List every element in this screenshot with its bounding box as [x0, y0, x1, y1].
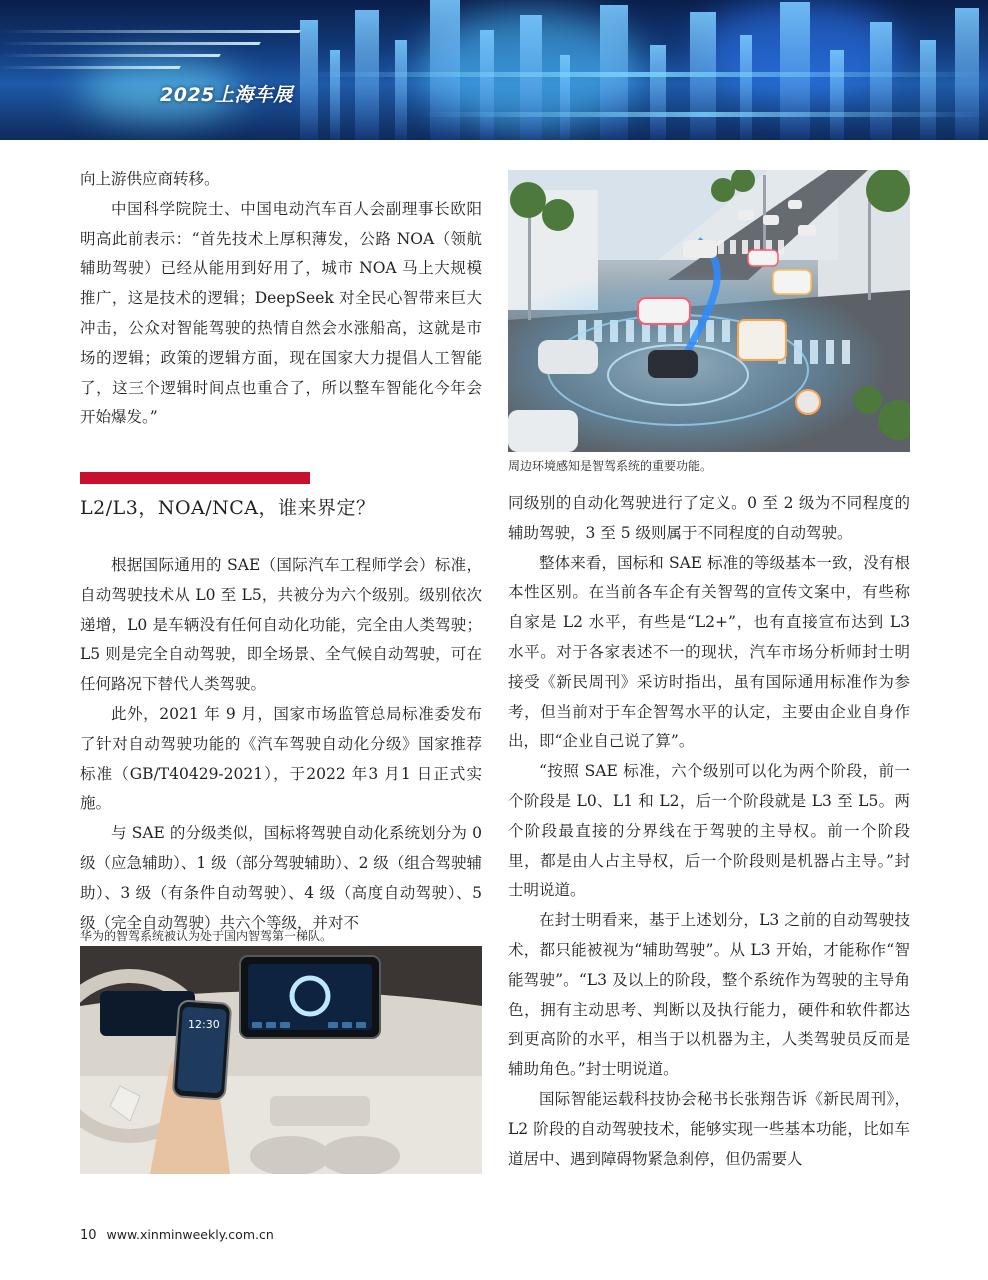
- car-interior-photo: [80, 946, 482, 1174]
- photo-caption: 周边环境感知是智驾系统的重要功能。: [508, 459, 713, 473]
- left-column-mid-text: [80, 551, 482, 938]
- page-number: 10: [80, 1228, 97, 1243]
- paragraph: 在封士明看来，基于上述划分，L3 之前的自动驾驶技术，都只能被视为“辅助驾驶”。从 L3 开始，才能称作“智能驾驶”。“L3 及以上的阶段，整个系统作为驾驶的主导角色，拥有主动思考、判断以及执行能力，硬件和软件都达到更高阶的水平，相当于以机器为主，人类驾驶员反而是辅助角色。”封士明说道。: [508, 911, 910, 1079]
- photo-caption: 华为的智驾系统被认为处于国内智驾第一梯队。: [80, 929, 333, 943]
- intersection-illustration: [508, 170, 910, 452]
- section-heading: L2/L3，NOA/NCA，谁来界定？: [80, 497, 376, 519]
- website-url: www.xinminweekly.com.cn: [106, 1227, 274, 1242]
- car-interior-illustration: [80, 946, 482, 1174]
- paragraph: 根据国际通用的 SAE（国际汽车工程师学会）标准，自动驾驶技术从 L0 至 L5，共被分为六个级别。级别依次递增，L0 是车辆没有任何自动化功能，完全由人类驾驶；L5 则是完全自动驾驶，即全场景、全气候自动驾驶，可在任何路况下替代人类驾驶。: [80, 556, 482, 694]
- header-banner: [0, 0, 988, 140]
- phone-clock: 12:30: [188, 1018, 220, 1031]
- section-red-rule: [80, 472, 310, 484]
- banner-title: 2025上海车展: [160, 84, 293, 106]
- paragraph: 与 SAE 的分级类似，国标将驾驶自动化系统划分为 0 级（应急辅助）、1 级（部分驾驶辅助）、2 级（组合驾驶辅助）、3 级（有条件自动驾驶）、4 级（高度自动驾驶）、5 级（完全自动驾驶）共六个等级，并对不: [80, 824, 482, 932]
- paragraph: 此外，2021 年 9 月，国家市场监管总局标准委发布了针对自动驾驶功能的《汽车驾驶自动化分级》国家推荐标准（GB/T40429-2021），于2022 年3 月1 日正式实施。: [80, 704, 482, 813]
- paragraph: 国际智能运载科技协会秘书长张翔告诉《新民周刊》，L2 阶段的自动驾驶技术，能够实现一些基本功能，比如车道居中、遇到障碍物紧急刹停，但仍需要人: [508, 1089, 910, 1168]
- right-column-text: [508, 489, 910, 1174]
- paragraph: 向上游供应商转移。: [80, 170, 220, 188]
- intersection-sensing-photo: [508, 170, 910, 452]
- left-column-top-text: [80, 165, 482, 433]
- page-footer: [80, 1227, 274, 1243]
- paragraph: 同级别的自动化驾驶进行了定义。0 至 2 级为不同程度的辅助驾驶，3 至 5 级则属于不同程度的自动驾驶。: [508, 494, 910, 542]
- paragraph: 整体来看，国标和 SAE 标准的等级基本一致，没有根本性区别。在当前各车企有关智驾的宣传文案中，有些称自家是 L2 水平，有些是“L2+”，也有直接宣布达到 L3 水平。对于各家表述不一的现状，汽车市场分析师封士明接受《新民周刊》采访时指出，虽有国际通用标准作为参考，但当前对于车企智驾水平的认定，主要由企业自身作出，即“企业自己说了算”。: [508, 553, 910, 751]
- paragraph: “按照 SAE 标准，六个级别可以化为两个阶段，前一个阶段是 L0、L1 和 L2，后一个阶段就是 L3 至 L5。两个阶段最直接的分界线在于驾驶的主导权。前一个阶段里，都是由人占主导权，后一个阶段则是机器占主导。”封士明说道。: [508, 762, 910, 900]
- paragraph: 中国科学院院士、中国电动汽车百人会副理事长欧阳明高此前表示：“首先技术上厚积薄发，公路 NOA（领航辅助驾驶）已经从能用到好用了，城市 NOA 马上大规模推广，这是技术的逻辑；DeepSeek 对全民心智带来巨大冲击，公众对智能驾驶的热情自然会水涨船高，这就是市场的逻辑；政策的逻辑方面，现在国家大力提倡人工智能了，这三个逻辑时间点也重合了，所以整车智能化今年会开始爆发。”: [80, 199, 482, 427]
